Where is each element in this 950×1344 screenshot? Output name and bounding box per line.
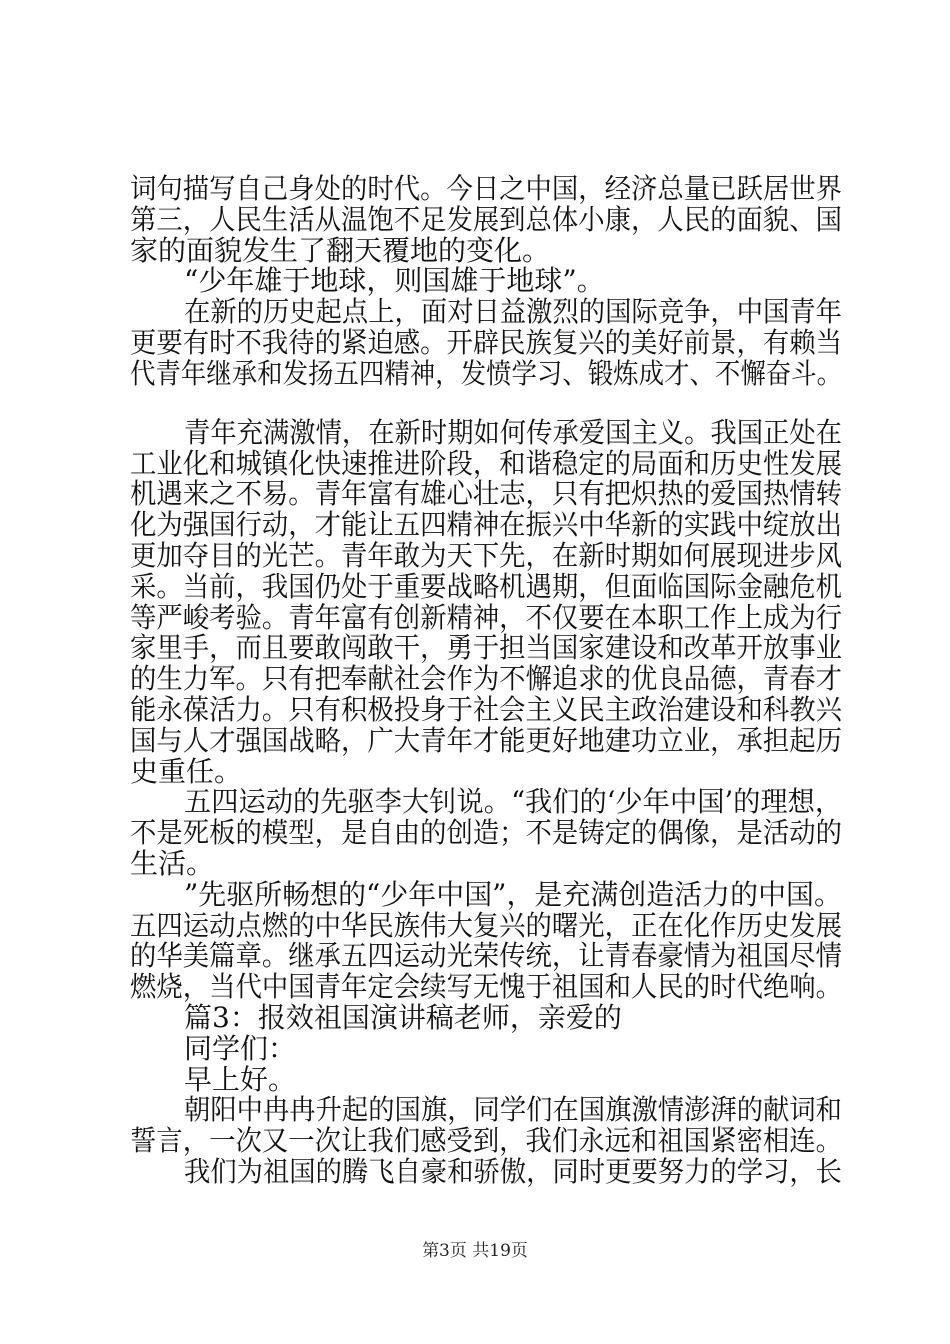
text-line: 史重任。 bbox=[130, 755, 243, 788]
text-line: 燃烧，当代中国青年定会续写无愧于祖国和人民的时代绝响。 bbox=[130, 970, 843, 1003]
text-line: “少年雄于地球，则国雄于地球”。 bbox=[184, 264, 605, 297]
text-line: 化为强国行动，才能让五四精神在振兴中华新的实践中绽放出 bbox=[130, 508, 843, 541]
text-line: 我们为祖国的腾飞自豪和骄傲，同时更要努力的学习，长 bbox=[184, 1155, 843, 1188]
text-line: 更要有时不我待的紧迫感。开辟民族复兴的美好前景，有赖当 bbox=[130, 326, 843, 359]
text-line: ”先驱所畅想的“少年中国”，是充满创造活力的中国。 bbox=[184, 878, 842, 911]
text-line: 能永葆活力。只有积极投身于社会主义民主政治建设和科教兴 bbox=[130, 693, 843, 726]
text-line: 不是死板的模型，是自由的创造；不是铸定的偶像，是活动的 bbox=[130, 816, 843, 849]
text-line: 家的面貌发生了翻天覆地的变化。 bbox=[130, 234, 551, 267]
text-line: 在新的历史起点上，面对日益激烈的国际竞争，中国青年 bbox=[184, 295, 843, 328]
text-line: 采。当前，我国仍处于重要战略机遇期，但面临国际金融危机 bbox=[130, 570, 843, 603]
text-line: 家里手，而且要敢闯敢干，勇于担当国家建设和改革开放事业 bbox=[130, 631, 843, 664]
text-line: 第三，人民生活从温饱不足发展到总体小康，人民的面貌、国 bbox=[130, 203, 843, 236]
text-line: 青年充满激情，在新时期如何传承爱国主义。我国正处在 bbox=[184, 416, 843, 449]
text-line: 五四运动点燃的中华民族伟大复兴的曙光，正在化作历史发展 bbox=[130, 909, 843, 942]
text-line: 朝阳中冉冉升起的国旗，同学们在国旗激情澎湃的献词和 bbox=[184, 1093, 843, 1126]
text-line: 更加夺目的光芒。青年敢为天下先，在新时期如何展现进步风 bbox=[130, 539, 843, 572]
text-line: 早上好。 bbox=[184, 1063, 297, 1096]
text-line: 机遇来之不易。青年富有雄心壮志，只有把炽热的爱国热情转 bbox=[130, 477, 843, 510]
text-line: 誓言，一次又一次让我们感受到，我们永远和祖国紧密相连。 bbox=[130, 1124, 843, 1157]
text-line: 词句描写自己身处的时代。今日之中国，经济总量已跃居世界 bbox=[130, 172, 843, 205]
text-line: 的华美篇章。继承五四运动光荣传统，让青春豪情为祖国尽情 bbox=[130, 939, 843, 972]
text-line: 代青年继承和发扬五四精神，发愤学习、锻炼成才、不懈奋斗。 bbox=[130, 357, 843, 390]
text-line: 五四运动的先驱李大钊说。“我们的‘少年中国’的理想， bbox=[184, 785, 843, 818]
section-heading: 篇3：报效祖国演讲稿老师，亲爱的 bbox=[184, 1001, 622, 1034]
text-line: 等严峻考验。青年富有创新精神，不仅要在本职工作上成为行 bbox=[130, 601, 843, 634]
text-line: 的生力军。只有把奉献社会作为不懈追求的优良品德，青春才 bbox=[130, 662, 843, 695]
text-line: 工业化和城镇化快速推进阶段，和谐稳定的局面和历史性发展 bbox=[130, 447, 843, 480]
text-line: 同学们： bbox=[184, 1032, 297, 1065]
text-line: 国与人才强国战略，广大青年才能更好地建功立业，承担起历 bbox=[130, 724, 843, 757]
page-number-footer: 第3页 共19页 bbox=[422, 1241, 528, 1261]
text-line: 生活。 bbox=[130, 847, 215, 880]
